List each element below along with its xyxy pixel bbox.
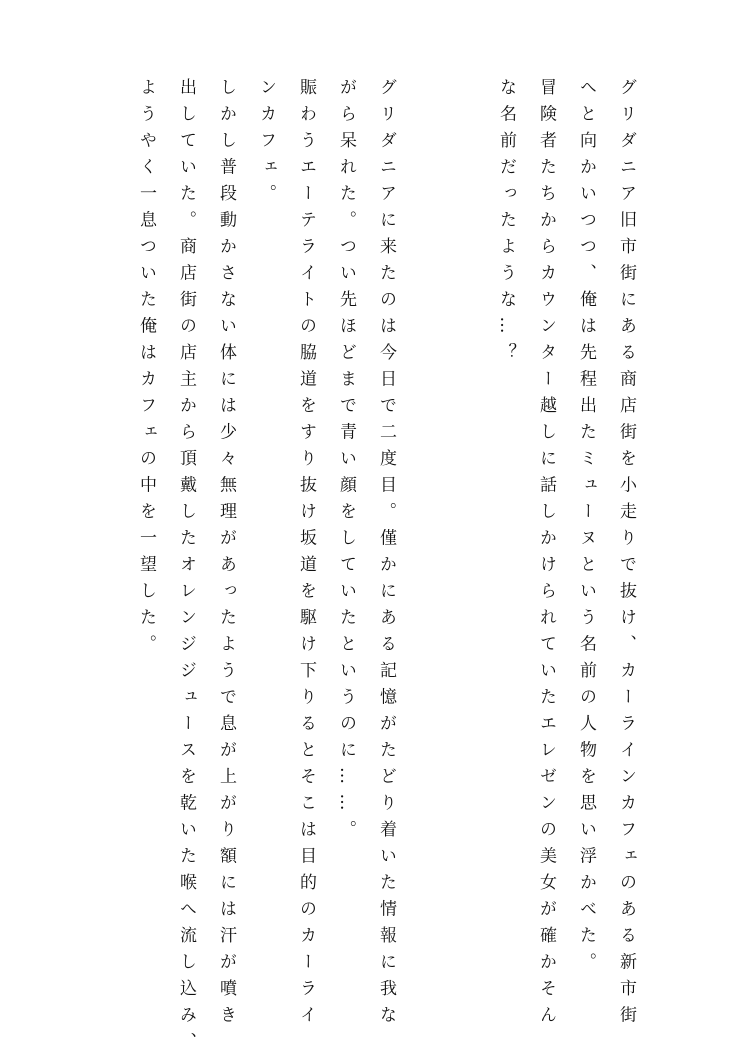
text-line: グリダニアに来たのは今日で二度目。僅かにある記憶がたどり着いた情報に我な (376, 78, 396, 1032)
text-line: へと向かいつつ、俺は先程出たミューヌという名前の人物を思い浮かべた。 (576, 78, 596, 979)
text-line: 賑わうエーテライトの脇道をすり抜け坂道を駆け下りるとそこは目的のカーライ (296, 78, 316, 1032)
text-line: 出していた。商店街の店主から頂戴したオレンジジュースを乾いた喉へ流し込み、 (176, 78, 196, 1059)
text-line: がら呆れた。つい先ほどまで青い顔をしていたというのに……。 (336, 78, 356, 847)
text-line: ンカフェ。 (256, 78, 276, 211)
text-line: な名前だったような…？ (496, 78, 516, 370)
text-line: ようやく一息ついた俺はカフェの中を一望した。 (136, 78, 156, 661)
blank-line (451, 78, 481, 958)
text-line: グリダニア旧市街にある商店街を小走りで抜け、カーラインカフェのある新市街 (616, 78, 636, 1032)
text-line: 冒険者たちからカウンター越しに話しかけられていたエレゼンの美女が確かそん (536, 78, 556, 1032)
text-line: しかし普段動かさない体には少々無理があったようで息が上がり額には汗が噴き (216, 78, 236, 1032)
